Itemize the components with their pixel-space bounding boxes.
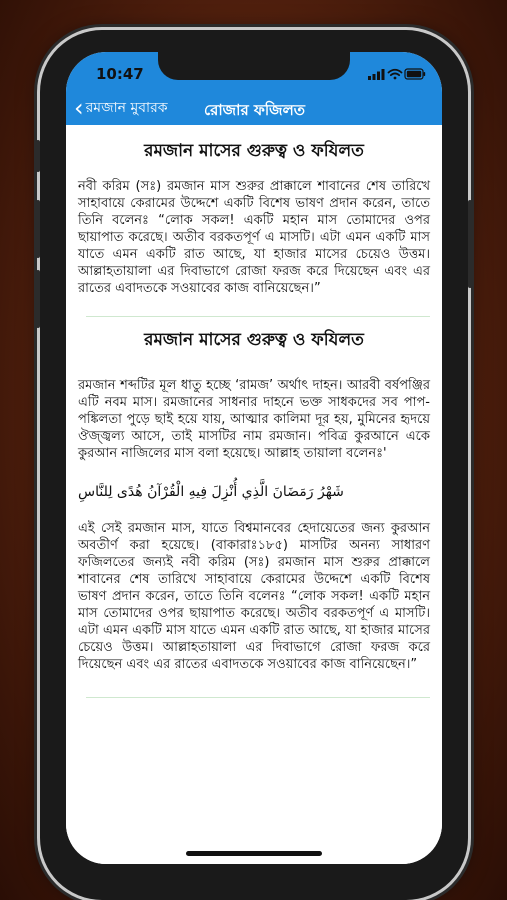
section-2-paragraph-2: এই সেই রমজান মাস, যাতে বিশ্বমানবের হেদায়েতের জন্য কুরআন অবতীর্ণ করা হয়েছে। (বাকারাঃ১৮৫) মাসটির অনন্য সাধারণ ফজিলতের জন্যই নবী করিম (সঃ) রমজান মাস শুরুর প্রাক্কালে শাবানের শেষ তারিখে সাহাবায়ে কেরামের উদ্দেশে একটি বিশেষ ভাষণ প্রদান করেন, তাতে তিনি বলেনঃ “লোক সকল! একটি মহান মাস তোমাদের ওপর ছায়াপাত করেছে। অতীব বরকতপূর্ণ এ মাসটি। এটা এমন একটি মাস যাতে এমন একটি রাত আছে, যা হাজার মাসের চেয়েও উত্তম। আল্লাহতায়ালা এর দিবাভাগে রোজা ফরজ করে দিয়েছেন এবং এর রাতের এবাদতকে সওয়াবের কাজ বানিয়েছেন।” bbox=[78, 521, 430, 672]
back-button-label: রমজান মুবারক bbox=[85, 100, 168, 116]
home-indicator[interactable] bbox=[186, 851, 322, 856]
battery-icon bbox=[405, 69, 425, 79]
volume-down-button bbox=[36, 270, 40, 328]
cellular-signal-icon bbox=[368, 69, 385, 80]
app-header bbox=[66, 52, 442, 125]
bottom-divider bbox=[86, 697, 430, 698]
navigation-bar bbox=[66, 92, 442, 125]
status-bar bbox=[66, 52, 442, 92]
page-title: রোজার ফজিলত bbox=[204, 101, 306, 119]
section-1-paragraph: নবী করিম (সঃ) রমজান মাস শুরুর প্রাক্কালে শাবানের শেষ তারিখে সাহাবায়ে কেরামের উদ্দেশে একটি বিশেষ ভাষণ প্রদান করেন, তাতে তিনি বলেনঃ “লোক সকল! একটি মহান মাস তোমাদের ওপর ছায়াপাত করেছে। অতীব বরকতপূর্ণ এ মাসটি। এটা এমন একটি মাস যাতে এমন একটি রাত আছে, যা হাজার মাসের চেয়েও উত্তম। আল্লাহতায়ালা এর দিবাভাগে রোজা ফরজ করে দিয়েছেন এবং এর রাতের এবাদতকে সওয়াবের কাজ বানিয়েছেন।” bbox=[78, 179, 430, 296]
back-button[interactable] bbox=[74, 96, 168, 120]
status-icons bbox=[368, 66, 426, 80]
silent-switch bbox=[36, 140, 40, 172]
section-2-paragraph-1: রমজান শব্দটির মূল ধাতু হচ্ছে ‘রামজ’ অর্থাৎ দাহন। আরবী বর্ষপঞ্জির এটি নবম মাস। রমজানের সাধনার দাহনে ভক্ত সাধকদের সব পাপ-পঙ্কিলতা পুড়ে ছাই হয়ে যায়, আত্মার কালিমা দূর হয়, মুমিনের হৃদয়ে ঔজ্জ্বল্য আসে, তাই মাসটির নাম রমজান। পবিত্র কুরআনে একে কুরআন নাজিলের মাস বলা হয়েছে। আল্লাহ তায়ালা বলেনঃ' bbox=[78, 378, 430, 461]
chevron-left-icon: ‹ bbox=[74, 94, 84, 122]
phone-screen bbox=[66, 52, 442, 864]
notch bbox=[158, 52, 350, 80]
section-1-title: রমজান মাসের গুরুত্ব ও ফযিলত bbox=[144, 141, 364, 161]
section-2-title: রমজান মাসের গুরুত্ব ও ফযিলত bbox=[144, 330, 364, 350]
volume-up-button bbox=[36, 200, 40, 258]
status-time: 10:47 bbox=[96, 65, 144, 83]
power-button bbox=[468, 200, 472, 288]
article-content[interactable] bbox=[66, 125, 442, 864]
arabic-verse: شَهْرُ رَمَضَانَ الَّذِي أُنْزِلَ فِيهِ الْقُرْآنُ هُدًى لِلنَّاسِ bbox=[78, 484, 344, 500]
wifi-icon bbox=[389, 70, 402, 80]
status-icons-svg bbox=[368, 67, 426, 81]
